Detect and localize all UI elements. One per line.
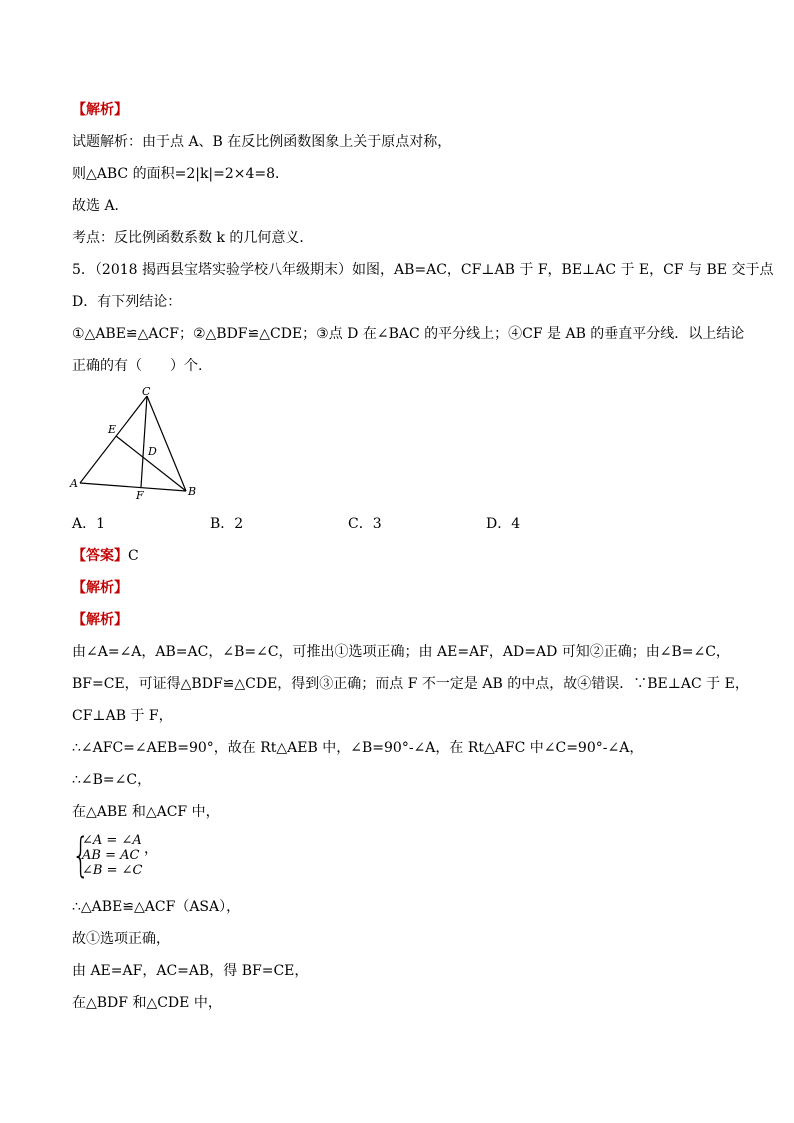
option-d: D．4	[486, 516, 521, 532]
label-a: A	[70, 477, 78, 490]
analysis-line: CF⊥AB 于 F，	[72, 708, 173, 724]
segment-cf	[141, 396, 147, 487]
option-b: B．2	[210, 516, 244, 532]
label-d: D	[148, 445, 157, 458]
analysis-heading: 【解析】	[72, 102, 128, 118]
analysis-line: 在△BDF 和△CDE 中，	[72, 995, 222, 1011]
knowledge-point: 考点：反比例函数系数 k 的几何意义．	[72, 230, 314, 246]
option-a: A．1	[72, 516, 106, 532]
option-c: C．3	[348, 516, 382, 532]
label-e: E	[108, 423, 117, 436]
analysis-line: 试题解析：由于点 A、B 在反比例函数图象上关于原点对称，	[72, 134, 452, 150]
segment-ac	[80, 396, 147, 483]
answer-row	[72, 547, 139, 565]
label-b: B	[188, 485, 197, 498]
analysis-line: 在△ABE 和△ACF 中，	[72, 804, 220, 820]
triangle-figure	[68, 383, 208, 503]
segment-ab	[80, 483, 186, 491]
system-equation: ∠A = ∠A	[82, 833, 142, 848]
analysis-heading: 【解析】	[72, 612, 128, 628]
answer-heading: 【答案】	[72, 548, 128, 564]
system-equation: ∠B = ∠C	[82, 863, 143, 878]
question-prompt: 正确的有（ ）个.	[72, 358, 203, 374]
equation-system	[72, 828, 152, 882]
analysis-line: ∴∠B=∠C，	[72, 772, 152, 788]
label-c: C	[142, 385, 151, 398]
label-f: F	[136, 489, 144, 502]
question-conclusions: ①△ABE≌△ACF；②△BDF≌△CDE；③点 D 在∠BAC 的平分线上；④CF 是 AB 的垂直平分线．以上结论	[72, 326, 745, 342]
analysis-line: ∴△ABE≌△ACF（ASA），	[72, 899, 241, 915]
analysis-line: 由∠A=∠A，AB=AC，∠B=∠C，可推出①选项正确；由 AE=AF，AD=AD 可知②正确；由∠B=∠C，	[72, 644, 730, 660]
analysis-line: 故①选项正确，	[72, 931, 170, 947]
system-comma: ，	[144, 841, 158, 857]
system-equation: AB = AC	[82, 848, 140, 863]
analysis-line: 则△ABC 的面积=2|k|=2×4=8．	[72, 166, 290, 182]
question-stem: 5．（2018 揭西县宝塔实验学校八年级期末）如图，AB=AC，CF⊥AB 于 F，BE⊥AC 于 E，CF 与 BE 交于点	[72, 262, 774, 278]
triangle-lines	[80, 396, 186, 491]
segment-cb	[147, 396, 186, 491]
analysis-line: 由 AE=AF，AC=AB，得 BF=CE，	[72, 963, 309, 979]
question-stem: D．有下列结论：	[72, 294, 182, 310]
analysis-line: 故选 A．	[72, 198, 129, 214]
analysis-line: BF=CE，可证得△BDF≌△CDE，得到③正确；而点 F 不一定是 AB 的中点，故④错误．∵BE⊥AC 于 E，	[72, 676, 749, 692]
left-brace: {	[72, 828, 90, 882]
analysis-line: ∴∠AFC=∠AEB=90°，故在 Rt△AEB 中，∠B=90°-∠A，在 Rt△AFC 中∠C=90°-∠A，	[72, 740, 644, 756]
answer-value: C	[128, 548, 139, 564]
analysis-heading: 【解析】	[72, 580, 128, 596]
